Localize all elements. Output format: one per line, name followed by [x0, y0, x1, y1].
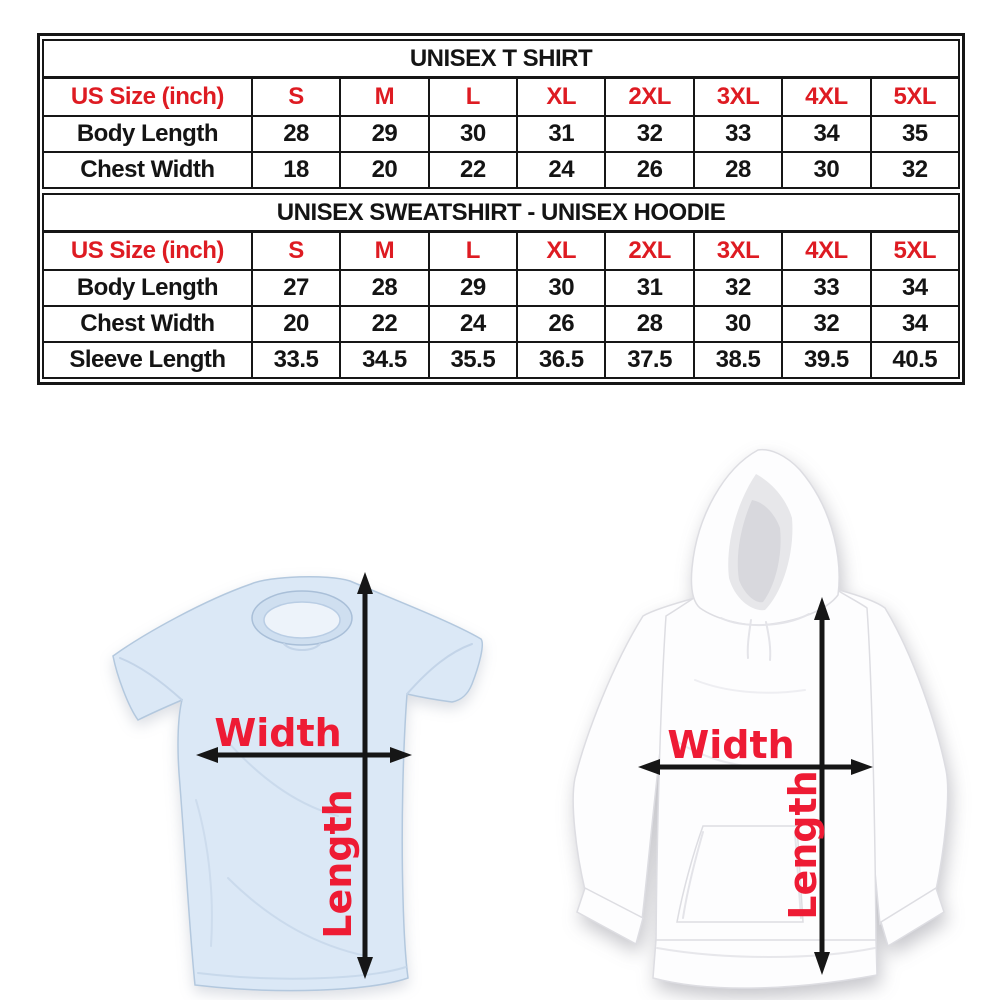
size-value: 33.5 [252, 342, 340, 378]
size-value: 34 [871, 270, 959, 306]
size-value: 22 [429, 152, 517, 188]
size-value: 22 [340, 306, 428, 342]
size-tables [37, 33, 965, 385]
size-value: 28 [340, 270, 428, 306]
size-value: 24 [517, 152, 605, 188]
hoodie-figure [545, 440, 985, 1000]
size-value: 26 [517, 306, 605, 342]
size-value: 34 [782, 116, 870, 152]
size-value: 27 [252, 270, 340, 306]
size-column-header: 2XL [605, 78, 693, 117]
size-table-sweatshirt-hoodie [42, 193, 960, 379]
hoodie-graphic [573, 450, 947, 988]
hoodie-width-label: Width [667, 723, 795, 767]
size-value: 38.5 [694, 342, 782, 378]
size-column-header: 4XL [782, 232, 870, 271]
size-column-header: XL [517, 232, 605, 271]
size-table-tshirt [42, 39, 960, 189]
size-column-header: M [340, 78, 428, 117]
size-column-header: 5XL [871, 78, 959, 117]
tshirt-length-label: Length [316, 789, 360, 939]
size-column-header: 3XL [694, 232, 782, 271]
size-column-header: 2XL [605, 232, 693, 271]
row-label: Chest Width [43, 152, 252, 188]
size-value: 30 [694, 306, 782, 342]
size-value: 32 [694, 270, 782, 306]
size-value: 33 [694, 116, 782, 152]
size-value: 40.5 [871, 342, 959, 378]
size-column-header: S [252, 232, 340, 271]
size-column-header: 5XL [871, 232, 959, 271]
size-value: 34.5 [340, 342, 428, 378]
size-column-header: 3XL [694, 78, 782, 117]
size-value: 29 [429, 270, 517, 306]
tshirt-figure [100, 548, 510, 1000]
size-value: 32 [782, 306, 870, 342]
tshirt-graphic [113, 577, 482, 991]
size-value: 35.5 [429, 342, 517, 378]
size-value: 26 [605, 152, 693, 188]
hoodie-hem-band [653, 940, 877, 988]
size-column-header: XL [517, 78, 605, 117]
size-value: 28 [694, 152, 782, 188]
size-value: 30 [517, 270, 605, 306]
tshirt-collar-inner [264, 602, 340, 638]
row-label-header: US Size (inch) [43, 232, 252, 271]
size-value: 20 [340, 152, 428, 188]
size-column-header: M [340, 232, 428, 271]
table-title: UNISEX T SHIRT [43, 40, 959, 78]
size-value: 39.5 [782, 342, 870, 378]
size-value: 20 [252, 306, 340, 342]
size-value: 32 [871, 152, 959, 188]
row-label-header: US Size (inch) [43, 78, 252, 117]
size-column-header: S [252, 78, 340, 117]
size-column-header: L [429, 232, 517, 271]
tshirt-width-label: Width [214, 711, 342, 755]
size-value: 28 [252, 116, 340, 152]
size-value: 31 [605, 270, 693, 306]
size-value: 24 [429, 306, 517, 342]
size-value: 32 [605, 116, 693, 152]
size-value: 36.5 [517, 342, 605, 378]
hoodie-length-label: Length [781, 770, 825, 920]
size-column-header: L [429, 78, 517, 117]
size-value: 29 [340, 116, 428, 152]
row-label: Sleeve Length [43, 342, 252, 378]
row-label: Chest Width [43, 306, 252, 342]
size-value: 35 [871, 116, 959, 152]
size-value: 37.5 [605, 342, 693, 378]
size-value: 28 [605, 306, 693, 342]
size-value: 30 [429, 116, 517, 152]
row-label: Body Length [43, 270, 252, 306]
table-title: UNISEX SWEATSHIRT - UNISEX HOODIE [43, 194, 959, 232]
size-value: 30 [782, 152, 870, 188]
size-value: 33 [782, 270, 870, 306]
size-value: 31 [517, 116, 605, 152]
size-value: 34 [871, 306, 959, 342]
size-column-header: 4XL [782, 78, 870, 117]
row-label: Body Length [43, 116, 252, 152]
size-value: 18 [252, 152, 340, 188]
